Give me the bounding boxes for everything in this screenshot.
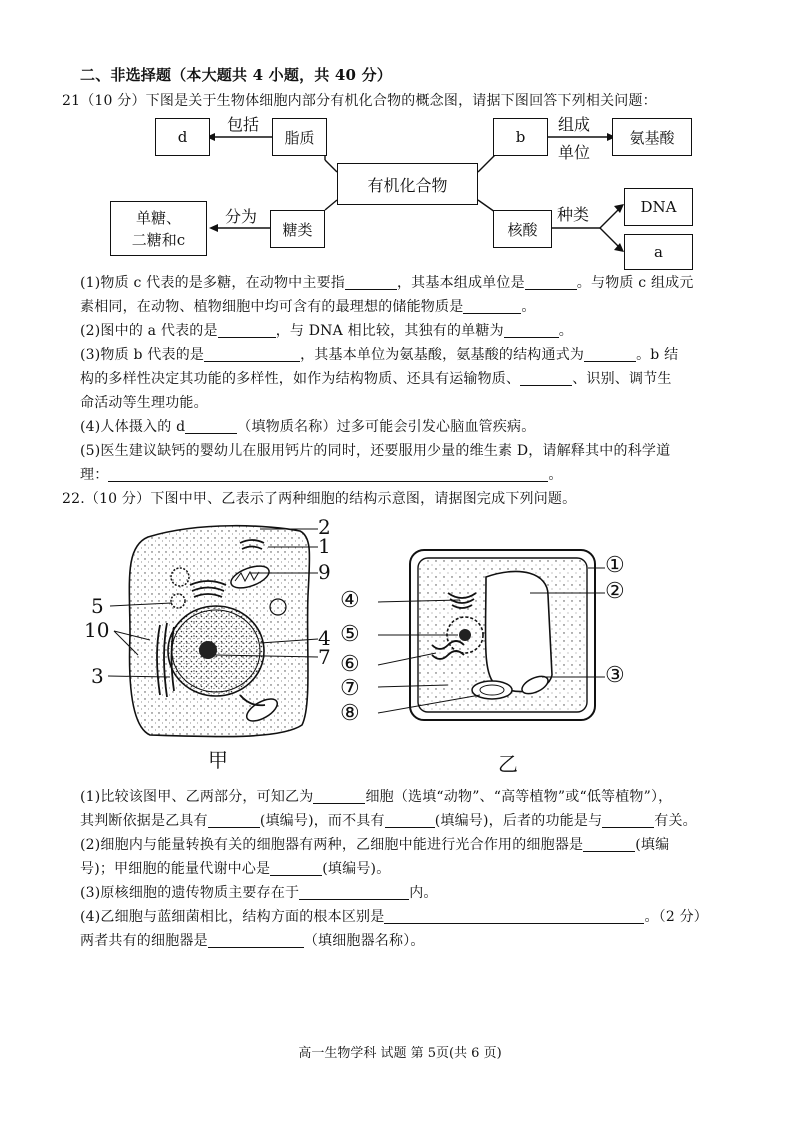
q21-5-text-b: 理：: [80, 467, 109, 483]
q22-1-text-b: 细胞（选填“动物”、“高等植物”或“低等植物”），: [365, 789, 673, 805]
section-title: 二、非选择题（本大题共 4 小题，共 40 分）: [80, 66, 393, 84]
jia-label-1: 2: [318, 515, 331, 539]
q21-header: 21（10 分）下图是关于生物体细胞内部分有机化合物的概念图，请据下图回答下列相关问题：: [62, 93, 657, 109]
q21-1-text-d: 素相同，在动物、植物细胞中均可含有的最理想的储能物质是: [80, 299, 464, 315]
q22-4-line1: [80, 906, 708, 928]
q21-1-text-b: ，其基本组成单位是: [396, 275, 525, 291]
yi-label-1: ①: [605, 553, 625, 578]
q22-1-blank-3[interactable]: [385, 811, 435, 828]
yi-label-6: ⑥: [340, 652, 360, 677]
q22-1-text-f: 有关。: [654, 813, 697, 829]
q22-2-line1: [80, 834, 669, 856]
yi-label-7: ⑦: [340, 676, 360, 701]
q21-3-text-c: 。b 结: [636, 347, 679, 363]
q22-4-text-b: 。（2 分）: [644, 909, 708, 925]
q21-2-text-c: 。: [558, 323, 573, 339]
q22-4-text-a: (4)乙细胞与蓝细菌相比，结构方面的根本区别是: [80, 909, 385, 925]
q21-1-blank-2[interactable]: [525, 273, 577, 290]
node-amino-acid: 氨基酸: [612, 118, 692, 156]
label-unit-top: 组成: [558, 115, 591, 134]
q22-4-blank-2[interactable]: [208, 931, 304, 948]
q21-4-text-b: （填物质名称）过多可能会引发心脑血管疾病。: [237, 419, 536, 435]
q22-1-blank-1[interactable]: [313, 787, 365, 804]
q22-1-line2: [80, 810, 697, 832]
node-a: a: [624, 234, 693, 270]
jia-label-2: 1: [318, 534, 331, 558]
q22-2-line2: [80, 858, 390, 880]
q21-2-text-b: ，与 DNA 相比较，其独有的单糖为: [275, 323, 504, 339]
yi-label-8: ⑧: [340, 701, 360, 726]
q22-4-text-c: 两者共有的细胞器是: [80, 933, 208, 949]
q21-5-blank[interactable]: [108, 465, 548, 482]
node-lipid: 脂质: [272, 118, 327, 156]
q22-2-text-c: 号)；甲细胞的能量代谢中心是: [80, 861, 271, 877]
q22-1-text-e: (填编号)，后者的功能是与: [434, 813, 603, 829]
yi-label-3: ③: [605, 663, 625, 688]
jia-label-3: 9: [318, 560, 331, 584]
q21-3-text-a: (3)物质 b 代表的是: [80, 347, 205, 363]
q21-3-blank-2[interactable]: [584, 345, 636, 362]
q22-2-blank-1[interactable]: [583, 835, 635, 852]
q21-2-blank-1[interactable]: [218, 321, 276, 338]
yi-caption: 乙: [498, 752, 518, 776]
plant-cell-diagram: [370, 535, 640, 735]
q22-2-text-a: (2)细胞内与能量转换有关的细胞器有两种，乙细胞中能进行光合作用的细胞器是: [80, 837, 584, 853]
q21-4: [80, 416, 535, 438]
q22-1-text-c: 其判断依据是乙具有: [80, 813, 208, 829]
yi-label-4: ④: [340, 588, 360, 613]
q21-1-line2: [80, 296, 536, 318]
q21-3-line3: 命活动等生理功能。: [80, 395, 208, 411]
yi-label-2: ②: [605, 579, 625, 604]
q22-2-text-d: (填编号)。: [322, 861, 391, 877]
q21-5-text-c: 。: [548, 467, 563, 483]
q21-3-text-e: 、识别、调节生: [572, 371, 672, 387]
node-d: d: [155, 118, 210, 156]
jia-label-6: 4: [318, 626, 331, 650]
node-nucleic-acid: 核酸: [493, 210, 552, 248]
q22-2-text-b: (填编: [635, 837, 670, 853]
q21-3-line1: [80, 344, 678, 366]
node-center: 有机化合物: [337, 163, 478, 205]
jia-label-8: 3: [91, 664, 104, 688]
node-mono: [110, 201, 207, 256]
node-mono-top: 单糖、: [135, 208, 181, 227]
q21-2-text-a: (2)图中的 a 代表的是: [80, 323, 218, 339]
node-mono-bottom: 二糖和c: [131, 230, 186, 249]
q22-4-blank-1[interactable]: [384, 907, 644, 924]
yi-label-5: ⑤: [340, 622, 360, 647]
q21-2-blank-2[interactable]: [504, 321, 559, 338]
q22-header: 22.（10 分）下图中甲、乙表示了两种细胞的结构示意图，请据图完成下列问题。: [62, 491, 577, 507]
q21-2: [80, 320, 573, 342]
q21-1-line1: [80, 272, 694, 294]
q22-1-blank-2[interactable]: [208, 811, 260, 828]
q21-5-line2: [80, 464, 563, 486]
q21-1-text-a: (1)物质 c 代表的是多糖，在动物中主要指: [80, 275, 345, 291]
q22-1-blank-4[interactable]: [602, 811, 654, 828]
label-include: 包括: [227, 115, 260, 134]
label-kinds: 种类: [557, 205, 590, 224]
q22-3-blank[interactable]: [299, 883, 409, 900]
jia-label-5: 10: [84, 618, 110, 642]
jia-caption: 甲: [208, 748, 228, 772]
q21-3-line2: [80, 368, 672, 390]
q22-2-blank-2[interactable]: [270, 859, 322, 876]
q22-3-text-b: 内。: [409, 885, 438, 901]
q22-3-text-a: (3)原核细胞的遗传物质主要存在于: [80, 885, 300, 901]
q21-1-blank-1[interactable]: [345, 273, 397, 290]
label-unit-bottom: 单位: [558, 143, 591, 162]
node-b: b: [493, 118, 548, 156]
node-sugar: 糖类: [270, 210, 325, 248]
q21-4-blank[interactable]: [185, 417, 237, 434]
node-dna: DNA: [624, 188, 693, 226]
jia-label-7: 7: [318, 645, 331, 669]
q21-1-text-c: 。与物质 c 组成元: [576, 275, 694, 291]
q21-5-line1: (5)医生建议缺钙的婴幼儿在服用钙片的同时，还要服用少量的维生素 D，请解释其中的科学道: [80, 443, 671, 459]
q22-1-text-d: (填编号)，而不具有: [259, 813, 385, 829]
q22-3: [80, 882, 438, 904]
q21-4-text-a: (4)人体摄入的 d: [80, 419, 186, 435]
q22-1-text-a: (1)比较该图甲、乙两部分，可知乙为: [80, 789, 314, 805]
q21-1-text-e: 。: [521, 299, 536, 315]
label-divide: 分为: [225, 207, 258, 226]
q21-1-blank-3[interactable]: [463, 297, 521, 314]
q21-3-text-d: 构的多样性决定其功能的多样性，如作为结构物质、还具有运输物质、: [80, 371, 521, 387]
q21-3-blank-3[interactable]: [520, 369, 572, 386]
q21-3-blank-1[interactable]: [204, 345, 300, 362]
q22-4-text-d: （填细胞器名称）。: [303, 933, 425, 949]
q22-4-line2: [80, 930, 425, 952]
jia-label-4: 5: [91, 594, 104, 618]
q22-1-line1: [80, 786, 672, 808]
q21-3-text-b: ，其基本单位为氨基酸，氨基酸的结构通式为: [300, 347, 585, 363]
page-footer: 高一生物学科 试题 第 5页(共 6 页): [298, 1046, 502, 1061]
